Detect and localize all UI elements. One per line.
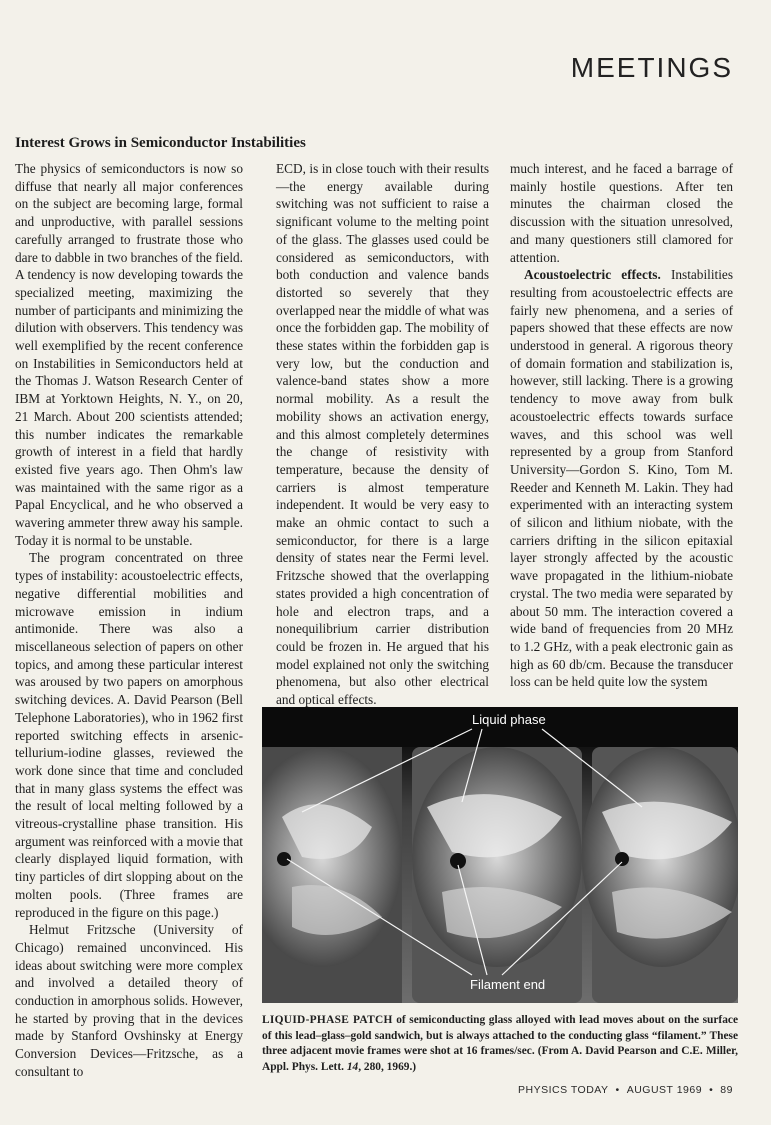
paragraph: The physics of semiconductors is now so diffuse that nearly all major conferences on the subject are becoming large, formal and unproductive, with parallel sessions carefully arranged to frustrate those who dare to dabble in two branches of the field. A tendency is now developing towards the specialized meeting, maximizing the number of participants and minimizing the dilution with observers. This tendency was well exemplified by the recent conference on Instabilities in Semiconductors held at the Thomas J. Watson Research Center of IBM at Yorktown Heights, N. Y., on 20, 21 March. About 200 scientists attended; this number indicates the remarkable growth of interest in a field that hardly existed five years ago. Then Ohm's law was maintained with the same rigor as a Papal Encyclical, and he who observed a wavering ammeter threw away his sample. Today it is normal to be unstable. — [15, 161, 243, 548]
paragraph: The program concentrated on three types of instability: acoustoelectric effects, negative differential mobilities and microwave emission in indium antimonide. There was also a miscellaneous selection of papers on other topics, and among these particular interest was aroused by two papers on amorphous switching devices. A. David Pearson (Bell Telephone Laboratories), who in 1962 first reported switching effects in arsenic-tellurium-iodine glasses, reviewed the work done since that time and concluded that in many glass systems the effect was the result of local melting followed by a vitreous-crystalline phase transition. His argument was reinforced with a movie that clearly displayed liquid formation, with tiny particles of dirt slopping about on the molten pools. (Three frames are reproduced in the figure on this page.) — [15, 550, 244, 920]
page-number: 89 — [720, 1084, 733, 1096]
paragraph — [510, 266, 733, 691]
page-footer — [518, 1084, 733, 1096]
caption-lead: LIQUID-PHASE PATCH — [262, 1014, 393, 1026]
paragraph: Helmut Fritzsche (University of Chicago) remained unconvinced. His ideas about switching were more complex and involved a detailed theory of conduction in amorphous solids. However, he started by proving that in the devices made by Stanford Ovshinsky at Energy Conversion Devices—Fritzsche, as a consultant to — [15, 922, 243, 1079]
figure-photo — [262, 707, 738, 1003]
article-column-1 — [15, 160, 243, 1081]
figure-label-liquid-phase: Liquid phase — [472, 712, 546, 727]
section-subheading: Acoustoelectric effects. — [524, 267, 661, 283]
figure-caption — [262, 1013, 738, 1075]
section-banner: MEETINGS — [570, 52, 733, 83]
paragraph: much interest, and he faced a barrage of mainly hostile questions. After ten minutes the chairman closed the discussion with the situation unresolved, and many questioners still clamored for attention. — [510, 161, 733, 265]
movie-frame-2 — [412, 747, 582, 1003]
figure-label-filament-end: Filament end — [470, 977, 546, 992]
movie-frame-1 — [262, 747, 402, 1003]
movie-frame-3 — [582, 747, 738, 1003]
footer-separator: • — [709, 1084, 714, 1096]
caption-volume: 14 — [346, 1060, 359, 1073]
journal-name: PHYSICS TODAY — [518, 1084, 609, 1096]
footer-separator: • — [615, 1084, 620, 1096]
issue-date: AUGUST 1969 — [626, 1084, 703, 1096]
article-title: Interest Grows in Semiconductor Instabilities — [15, 135, 306, 151]
movie-frames-figure — [262, 707, 738, 1003]
article-column-3 — [510, 160, 733, 691]
caption-text: of semiconducting glass alloyed with lead moves about on the surface of this lead–glass–gold sandwich, but is always attached to the conducting glass “filament.” These three adjacent movie frames were shot at 16 frames/sec. (From A. David Pearson and C.E. Miller, Appl. Phys. Lett. — [262, 1014, 739, 1073]
article-column-2 — [276, 160, 489, 727]
paragraph: ECD, is in close touch with their results—the energy available during switching was not sufficient to raise a significant volume to the melting point of the glass. The glasses used could be considered as semiconductors, with both conduction and valence bands distorted so severely that they overlapped near the middle of what was once the forbidden gap. The mobility of these states within the forbidden gap is very low, but the conduction and valence-band states show a more normal mobility. As a result the mobility shows an activation energy, and this almost completely determines the change of resistivity with temperature, because the density of carriers is almost temperature independent. It would be very easy to make an ohmic contact to such a semiconductor, for there is a large density of states near the Fermi level. Fritzsche showed that the overlapping states provided a high concentration of hole and electron traps, and a nonequilibrium carrier distribution could be frozen in. He argued that his model explained not only the switching phenomena, but also other electrical and optical effects. — [276, 161, 489, 708]
caption-end: , 280, 1969.) — [358, 1060, 417, 1073]
paragraph-text: Instabilities resulting from acoustoelectric effects are fairly new phenomena, and a series of papers showed that these effects are now understood in general. A rigorous theory of domain formation and stabilization is, however, still lacking. There is a growing tendency to move away from bulk acoustoelectric effects towards surface waves, and this school was well represented by a group from Stanford University—Gordon S. Kino, Tom M. Reeder and Kenneth M. Lakin. They had experimented with an interacting system of silicon and lithium niobate, with the carriers drifting in the silicon epitaxial layer strongly affected by the acoustic wave propagated in the lithium-niobate crystal. The two media were separated by about 50 mm. The interaction covered a wide band of frequencies from 20 MHz to 1.2 GHz, with a peak electronic gain as high as 60 db/cm. Because the transducer loss can be held quite low the system — [510, 267, 734, 690]
